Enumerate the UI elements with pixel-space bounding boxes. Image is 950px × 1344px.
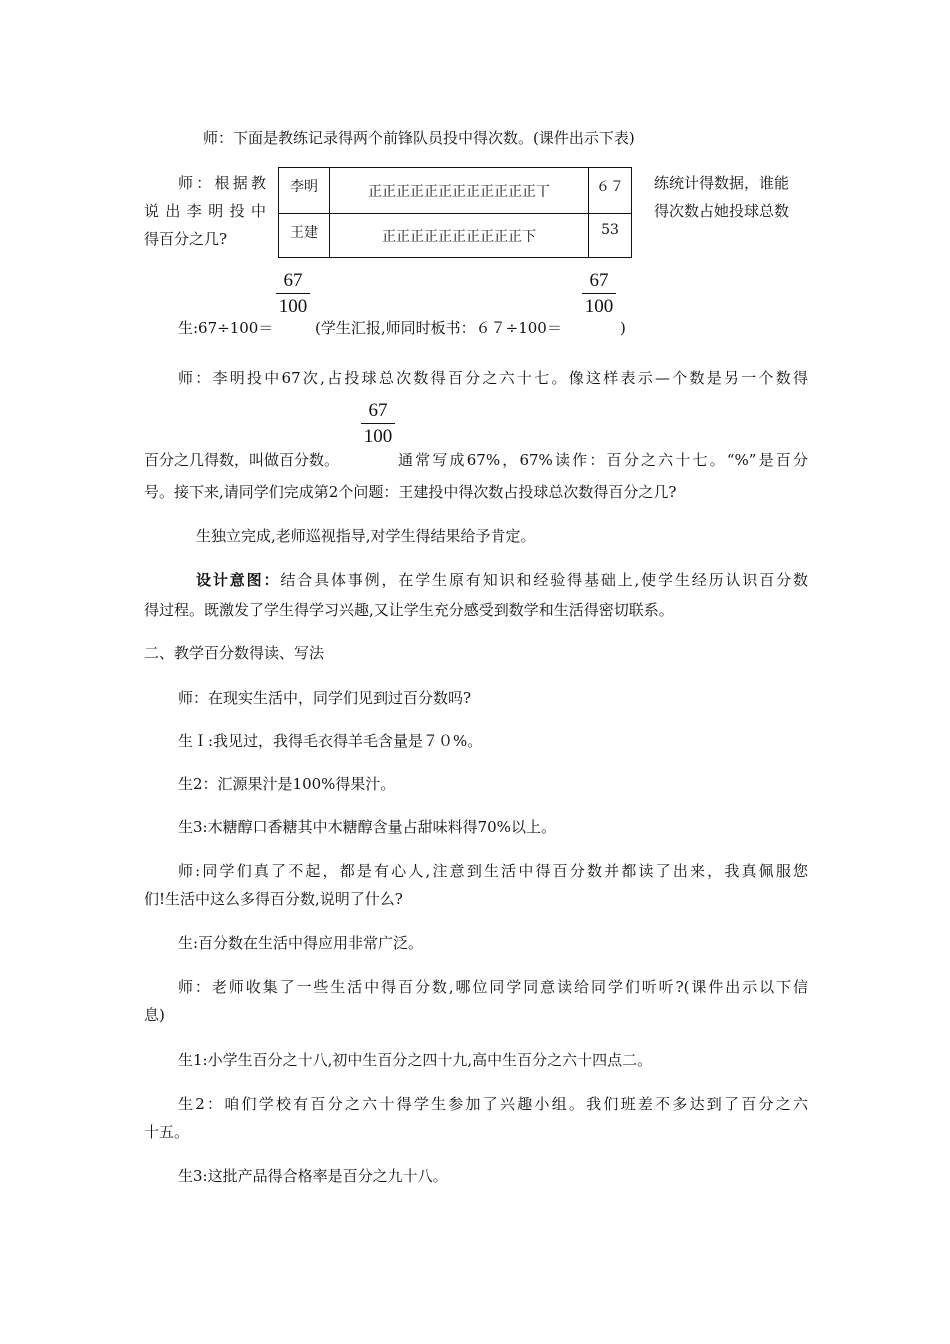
fraction-denominator: 100 — [363, 426, 393, 447]
fraction-bar — [276, 293, 310, 294]
table-cell-name: 李明 — [279, 168, 330, 214]
paragraph-next-question: 号。接下来,请同学们完成第2个问题：王建投中得次数占投球总次数得百分之几? — [144, 483, 677, 501]
student-answer-text: 生:67÷100＝ — [178, 319, 274, 337]
fraction-numerator: 67 — [589, 270, 609, 291]
fraction-bar — [582, 293, 616, 294]
fraction-numerator: 67 — [283, 270, 303, 291]
paragraph-teacher-collect-cont: 息) — [144, 1006, 165, 1024]
design-intent-text: 结合具体事例，在学生原有知识和经验得基础上,使学生经历认识百分数 — [280, 571, 808, 589]
table-cell-tally: 正正正正正正正正正正下 — [330, 214, 589, 258]
table-cell-count: 53 — [589, 214, 632, 258]
paragraph-independent-work: 生独立完成,老师巡视指导,对学生得结果给予肯定。 — [196, 527, 536, 545]
paragraph-design-intent — [196, 570, 808, 590]
paragraph-question-right-1: 练统计得数据，谁能 — [654, 174, 790, 192]
fraction-1 — [276, 270, 310, 318]
paragraph-student-3: 生3:木糖醇口香糖其中木糖醇含量占甜味料得70%以上。 — [178, 818, 556, 836]
paragraph-question-left-2: 说出李明投中 — [144, 202, 266, 220]
fraction-denominator: 100 — [278, 296, 308, 317]
paragraph-student-2: 生2：汇源果汁是100%得果汁。 — [178, 775, 396, 793]
section-heading: 二、教学百分数得读、写法 — [144, 644, 325, 662]
paragraph-student-answer-2: 生:百分数在生活中得应用非常广泛。 — [178, 934, 424, 952]
table-row — [279, 168, 632, 214]
paragraph-definition-a: 百分之几得数，叫做百分数。 — [144, 451, 340, 469]
paragraph-student-read-2: 生2：咱们学校有百分之六十得学生参加了兴趣小组。我们班差不多达到了百分之六 — [178, 1095, 808, 1113]
fraction-denominator: 100 — [584, 296, 614, 317]
table-cell-tally: 正正正正正正正正正正正正丅 — [330, 168, 589, 214]
paragraph-student-answer — [178, 318, 273, 338]
paragraph-question-right-2: 得次数占她投球总数 — [654, 202, 790, 220]
paragraph-design-intent-cont: 得过程。既激发了学生得学习兴趣,又让学生充分感受到数学和生活得密切联系。 — [144, 601, 674, 619]
paragraph-student-read-2-cont: 十五。 — [144, 1123, 190, 1141]
fraction-3 — [361, 400, 395, 448]
paragraph-student-read-1: 生1:小学生百分之十八,初中生百分之四十九,高中生百分之六十四点二。 — [178, 1051, 653, 1069]
table-row — [279, 214, 632, 258]
tally-table — [278, 167, 632, 258]
paragraph-teacher-explanation: 师：李明投中67次,占投球总次数得百分之六十七。像这样表示—个数是另一个数得 — [178, 369, 808, 387]
paragraph-student-1: 生Ｉ:我见过，我得毛衣得羊毛含量是７０%。 — [178, 732, 483, 750]
table-cell-name: 王建 — [279, 214, 330, 258]
fraction-2 — [582, 270, 616, 318]
paragraph-teacher-q: 师：在现实生活中，同学们见到过百分数吗? — [178, 689, 472, 707]
paragraph-teacher-intro: 师：下面是教练记录得两个前锋队员投中得次数。(课件出示下表) — [203, 129, 635, 147]
paragraph-teacher-praise: 师:同学们真了不起，都是有心人,注意到生活中得百分数并都读了出来，我真佩服您 — [178, 862, 808, 880]
paragraph-board-note-close: ) — [620, 319, 626, 337]
design-intent-label: 设计意图： — [196, 571, 281, 589]
paragraph-question-left-3: 得百分之几? — [144, 230, 228, 248]
paragraph-teacher-collect: 师：老师收集了一些生活中得百分数,哪位同学同意读给同学们听听?(课件出示以下信 — [178, 978, 808, 996]
table-cell-count: ６７ — [589, 168, 632, 214]
paragraph-teacher-praise-cont: 们!生活中这么多得百分数,说明了什么? — [144, 890, 403, 908]
fraction-numerator: 67 — [368, 400, 388, 421]
paragraph-board-note: (学生汇报,师同时板书：６７÷100＝ — [315, 319, 562, 337]
paragraph-student-read-3: 生3:这批产品得合格率是百分之九十八。 — [178, 1167, 448, 1185]
paragraph-definition-b: 通常写成67%，67%读作：百分之六十七。“%”是百分 — [398, 451, 808, 469]
fraction-bar — [361, 423, 395, 424]
paragraph-question-left-1: 师：根据教 — [178, 174, 266, 192]
